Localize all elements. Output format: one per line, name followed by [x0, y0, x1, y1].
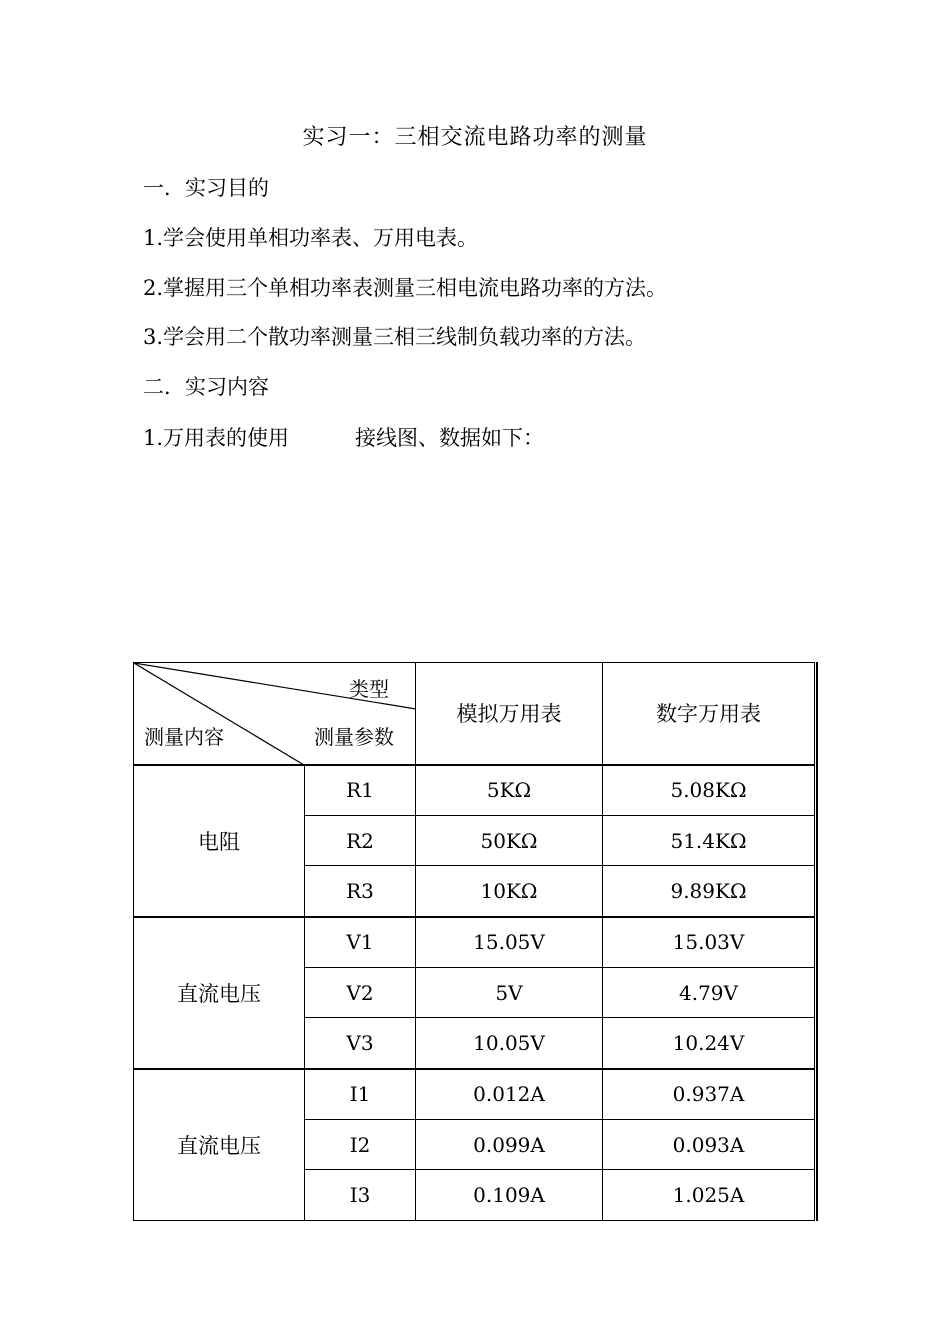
param-cell: I3	[305, 1170, 416, 1221]
digital-value-cell: 4.79V	[603, 968, 815, 1018]
param-cell: I2	[305, 1120, 416, 1170]
param-cell: V3	[305, 1018, 416, 1069]
param-cell: V2	[305, 968, 416, 1018]
content-item-1-title: 1.万用表的使用	[143, 426, 290, 450]
group-label-resistance: 电阻	[134, 765, 305, 917]
page-title: 实习一：三相交流电路功率的测量	[302, 125, 648, 150]
digital-value-cell: 1.025A	[603, 1170, 815, 1221]
digital-value-cell: 51.4KΩ	[603, 816, 815, 866]
digital-value-cell: 15.03V	[603, 917, 815, 968]
content-item-1	[143, 422, 544, 452]
measurement-table	[133, 662, 815, 1221]
analog-value-cell: 0.012A	[416, 1069, 603, 1120]
table-right-border	[816, 662, 818, 1221]
header-param-label: 测量参数	[314, 725, 394, 749]
purpose-item-1: 1.学会使用单相功率表、万用电表。	[143, 226, 479, 250]
header-digital-multimeter: 数字万用表	[603, 663, 815, 765]
digital-value-cell: 0.093A	[603, 1120, 815, 1170]
header-content-label: 测量内容	[144, 725, 224, 749]
purpose-item-3: 3.学会用二个散功率测量三相三线制负载功率的方法。	[143, 325, 647, 349]
header-type-label: 类型	[349, 677, 389, 701]
digital-value-cell: 0.937A	[603, 1069, 815, 1120]
analog-value-cell: 5KΩ	[416, 765, 603, 816]
section-heading-content: 二．实习内容	[143, 375, 269, 399]
digital-value-cell: 10.24V	[603, 1018, 815, 1069]
table-row	[134, 765, 815, 816]
analog-value-cell: 15.05V	[416, 917, 603, 968]
diagonal-header-cell	[134, 663, 416, 765]
content-item-1-note: 接线图、数据如下：	[355, 426, 545, 450]
group-label-dc-current: 直流电压	[134, 1069, 305, 1221]
purpose-item-2: 2.掌握用三个单相功率表测量三相电流电路功率的方法。	[143, 276, 668, 300]
group-label-dc-voltage: 直流电压	[134, 917, 305, 1069]
analog-value-cell: 0.099A	[416, 1120, 603, 1170]
section-heading-purpose: 一．实习目的	[143, 176, 269, 200]
param-cell: R1	[305, 765, 416, 816]
analog-value-cell: 0.109A	[416, 1170, 603, 1221]
table-row	[134, 917, 815, 968]
param-cell: R3	[305, 866, 416, 917]
analog-value-cell: 10.05V	[416, 1018, 603, 1069]
digital-value-cell: 9.89KΩ	[603, 866, 815, 917]
analog-value-cell: 10KΩ	[416, 866, 603, 917]
param-cell: I1	[305, 1069, 416, 1120]
param-cell: R2	[305, 816, 416, 866]
analog-value-cell: 5V	[416, 968, 603, 1018]
digital-value-cell: 5.08KΩ	[603, 765, 815, 816]
param-cell: V1	[305, 917, 416, 968]
header-analog-multimeter: 模拟万用表	[416, 663, 603, 765]
analog-value-cell: 50KΩ	[416, 816, 603, 866]
table-row	[134, 1069, 815, 1120]
